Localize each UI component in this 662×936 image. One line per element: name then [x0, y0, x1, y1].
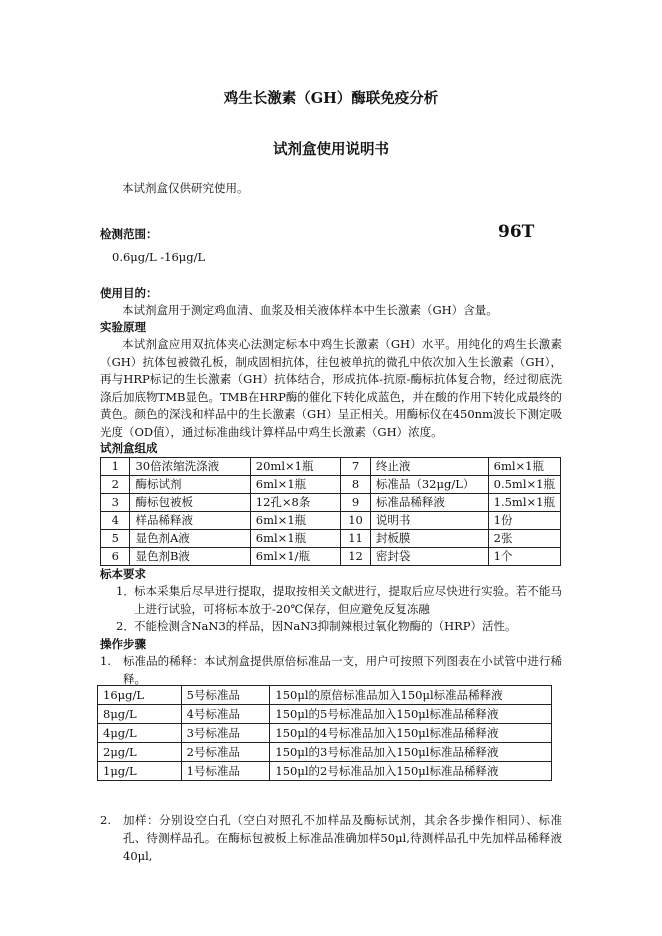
range-value: 0.6μg/L -16μg/L — [112, 250, 206, 264]
kit-cell: 3 — [101, 494, 130, 512]
kit-cell: 标准品（32μg/L） — [370, 476, 488, 494]
kit-label: 试剂盒组成 — [100, 441, 158, 455]
dilution-cell: 3号标准品 — [181, 724, 270, 743]
step-number: 1. — [100, 654, 111, 668]
kit-cell: 样品稀释液 — [130, 512, 250, 530]
kit-cell: 12 — [341, 548, 371, 566]
specimen-item-text: 不能检测含NaN3的样品，因NaN3抑制辣根过氧化物酶的（HRP）活性。 — [134, 619, 517, 633]
step-text: 加样：分别设空白孔（空白对照孔不加样品及酶标试剂，其余各步操作相同）、标准孔、待测样品孔。在酶标包被板上标准品准确加样50μl,待测样品孔中先加样品稀释液40μl, — [123, 813, 562, 863]
dilution-cell: 150μl的3号标准品加入150μl标准品稀释液 — [270, 743, 552, 762]
kit-cell: 9 — [341, 494, 371, 512]
kit-cell: 酶标包被板 — [130, 494, 250, 512]
kit-cell: 说明书 — [370, 512, 488, 530]
kit-cell: 显色剂A液 — [130, 530, 250, 548]
kit-cell: 1.5ml×1瓶 — [488, 494, 560, 512]
dilution-row — [98, 743, 552, 762]
kit-row — [101, 494, 561, 512]
kit-row — [101, 530, 561, 548]
kit-row — [101, 476, 561, 494]
kit-cell: 6ml×1瓶 — [488, 458, 560, 476]
range-label: 检测范围： — [100, 227, 158, 241]
kit-cell: 8 — [341, 476, 371, 494]
step-text: 标准品的稀释：本试剂盒提供原倍标准品一支，用户可按照下列图表在小试管中进行稀释。 — [123, 654, 562, 686]
kit-cell: 4 — [101, 512, 130, 530]
dilution-cell: 5号标准品 — [181, 686, 270, 705]
kit-cell: 1份 — [488, 512, 560, 530]
dilution-cell: 4μg/L — [98, 724, 182, 743]
dilution-cell: 4号标准品 — [181, 705, 270, 724]
kit-cell: 2 — [101, 476, 130, 494]
kit-components-table — [100, 457, 561, 566]
dilution-row — [98, 762, 552, 781]
kit-row — [101, 548, 561, 566]
dilution-cell: 16μg/L — [98, 686, 182, 705]
purpose-text: 本试剂盒用于测定鸡血清、血浆及相关液体样本中生长激素（GH）含量。 — [122, 303, 498, 317]
step-number: 2. — [100, 813, 111, 827]
kit-cell: 6ml×1瓶 — [250, 530, 340, 548]
kit-cell: 6ml×1瓶 — [250, 512, 340, 530]
principle-text: 本试剂盒应用双抗体夹心法测定标本中鸡生长激素（GH）水平。用纯化的鸡生长激素（GH）抗体包被微孔板，制成固相抗体，往包被单抗的微孔中依次加入生长激素（GH），再与HRP标记的生长激素（GH）抗体结合，形成抗体-抗原-酶标抗体复合物，经过彻底洗涤后加底物TMB显色。TMB在HRP酶的催化下转化成蓝色，并在酸的作用下转化成最终的黄色。颜色的深浅和样品中的生长激素（GH）呈正相关。用酶标仪在450nm波长下测定吸光度（OD值），通过标准曲线计算样品中鸡生长激素（GH）浓度。 — [100, 337, 562, 439]
kit-cell: 1个 — [488, 548, 560, 566]
kit-cell: 1 — [101, 458, 130, 476]
kit-cell: 2张 — [488, 530, 560, 548]
kit-cell: 11 — [341, 530, 371, 548]
dilution-cell: 150μl的4号标准品加入150μl标准品稀释液 — [270, 724, 552, 743]
purpose-label: 使用目的： — [100, 286, 158, 300]
kit-row — [101, 458, 561, 476]
kit-cell: 6 — [101, 548, 130, 566]
dilution-cell: 150μl的2号标准品加入150μl标准品稀释液 — [270, 762, 552, 781]
research-note: 本试剂盒仅供研究使用。 — [122, 181, 249, 195]
dilution-table — [97, 685, 552, 781]
specimen-label: 标本要求 — [100, 567, 146, 581]
dilution-cell: 8μg/L — [98, 705, 182, 724]
steps-label: 操作步骤 — [100, 637, 146, 651]
dilution-row — [98, 724, 552, 743]
kit-cell: 6ml×1瓶 — [250, 476, 340, 494]
kit-cell: 酶标试剂 — [130, 476, 250, 494]
specimen-item-number: 2． — [116, 619, 135, 633]
dilution-cell: 150μl的5号标准品加入150μl标准品稀释液 — [270, 705, 552, 724]
kit-cell: 封板膜 — [370, 530, 488, 548]
kit-cell: 5 — [101, 530, 130, 548]
document-subtitle: 试剂盒使用说明书 — [273, 141, 389, 158]
dilution-cell: 1号标准品 — [181, 762, 270, 781]
test-count: 96T — [498, 222, 535, 242]
dilution-cell: 150μl的原倍标准品加入150μl标准品稀释液 — [270, 686, 552, 705]
kit-cell: 20ml×1瓶 — [250, 458, 340, 476]
kit-cell: 终止液 — [370, 458, 488, 476]
principle-label: 实验原理 — [100, 320, 146, 334]
kit-row — [101, 512, 561, 530]
dilution-row — [98, 686, 552, 705]
specimen-item-text: 标本采集后尽早进行提取，提取按相关文献进行，提取后应尽快进行实验。若不能马上进行试验，可将标本放于-20℃保存，但应避免反复冻融 — [134, 584, 562, 616]
kit-cell: 0.5ml×1瓶 — [488, 476, 560, 494]
dilution-cell: 2μg/L — [98, 743, 182, 762]
dilution-cell: 2号标准品 — [181, 743, 270, 762]
kit-cell: 30倍浓缩洗涤液 — [130, 458, 250, 476]
kit-cell: 12孔×8条 — [250, 494, 340, 512]
kit-cell: 密封袋 — [370, 548, 488, 566]
kit-cell: 7 — [341, 458, 371, 476]
document-title: 鸡生长激素（GH）酶联免疫分析 — [223, 90, 439, 107]
dilution-cell: 1μg/L — [98, 762, 182, 781]
kit-cell: 10 — [341, 512, 371, 530]
kit-cell: 显色剂B液 — [130, 548, 250, 566]
dilution-row — [98, 705, 552, 724]
kit-cell: 标准品稀释液 — [370, 494, 488, 512]
kit-cell: 6ml×1/瓶 — [250, 548, 340, 566]
specimen-item-number: 1． — [116, 584, 135, 598]
